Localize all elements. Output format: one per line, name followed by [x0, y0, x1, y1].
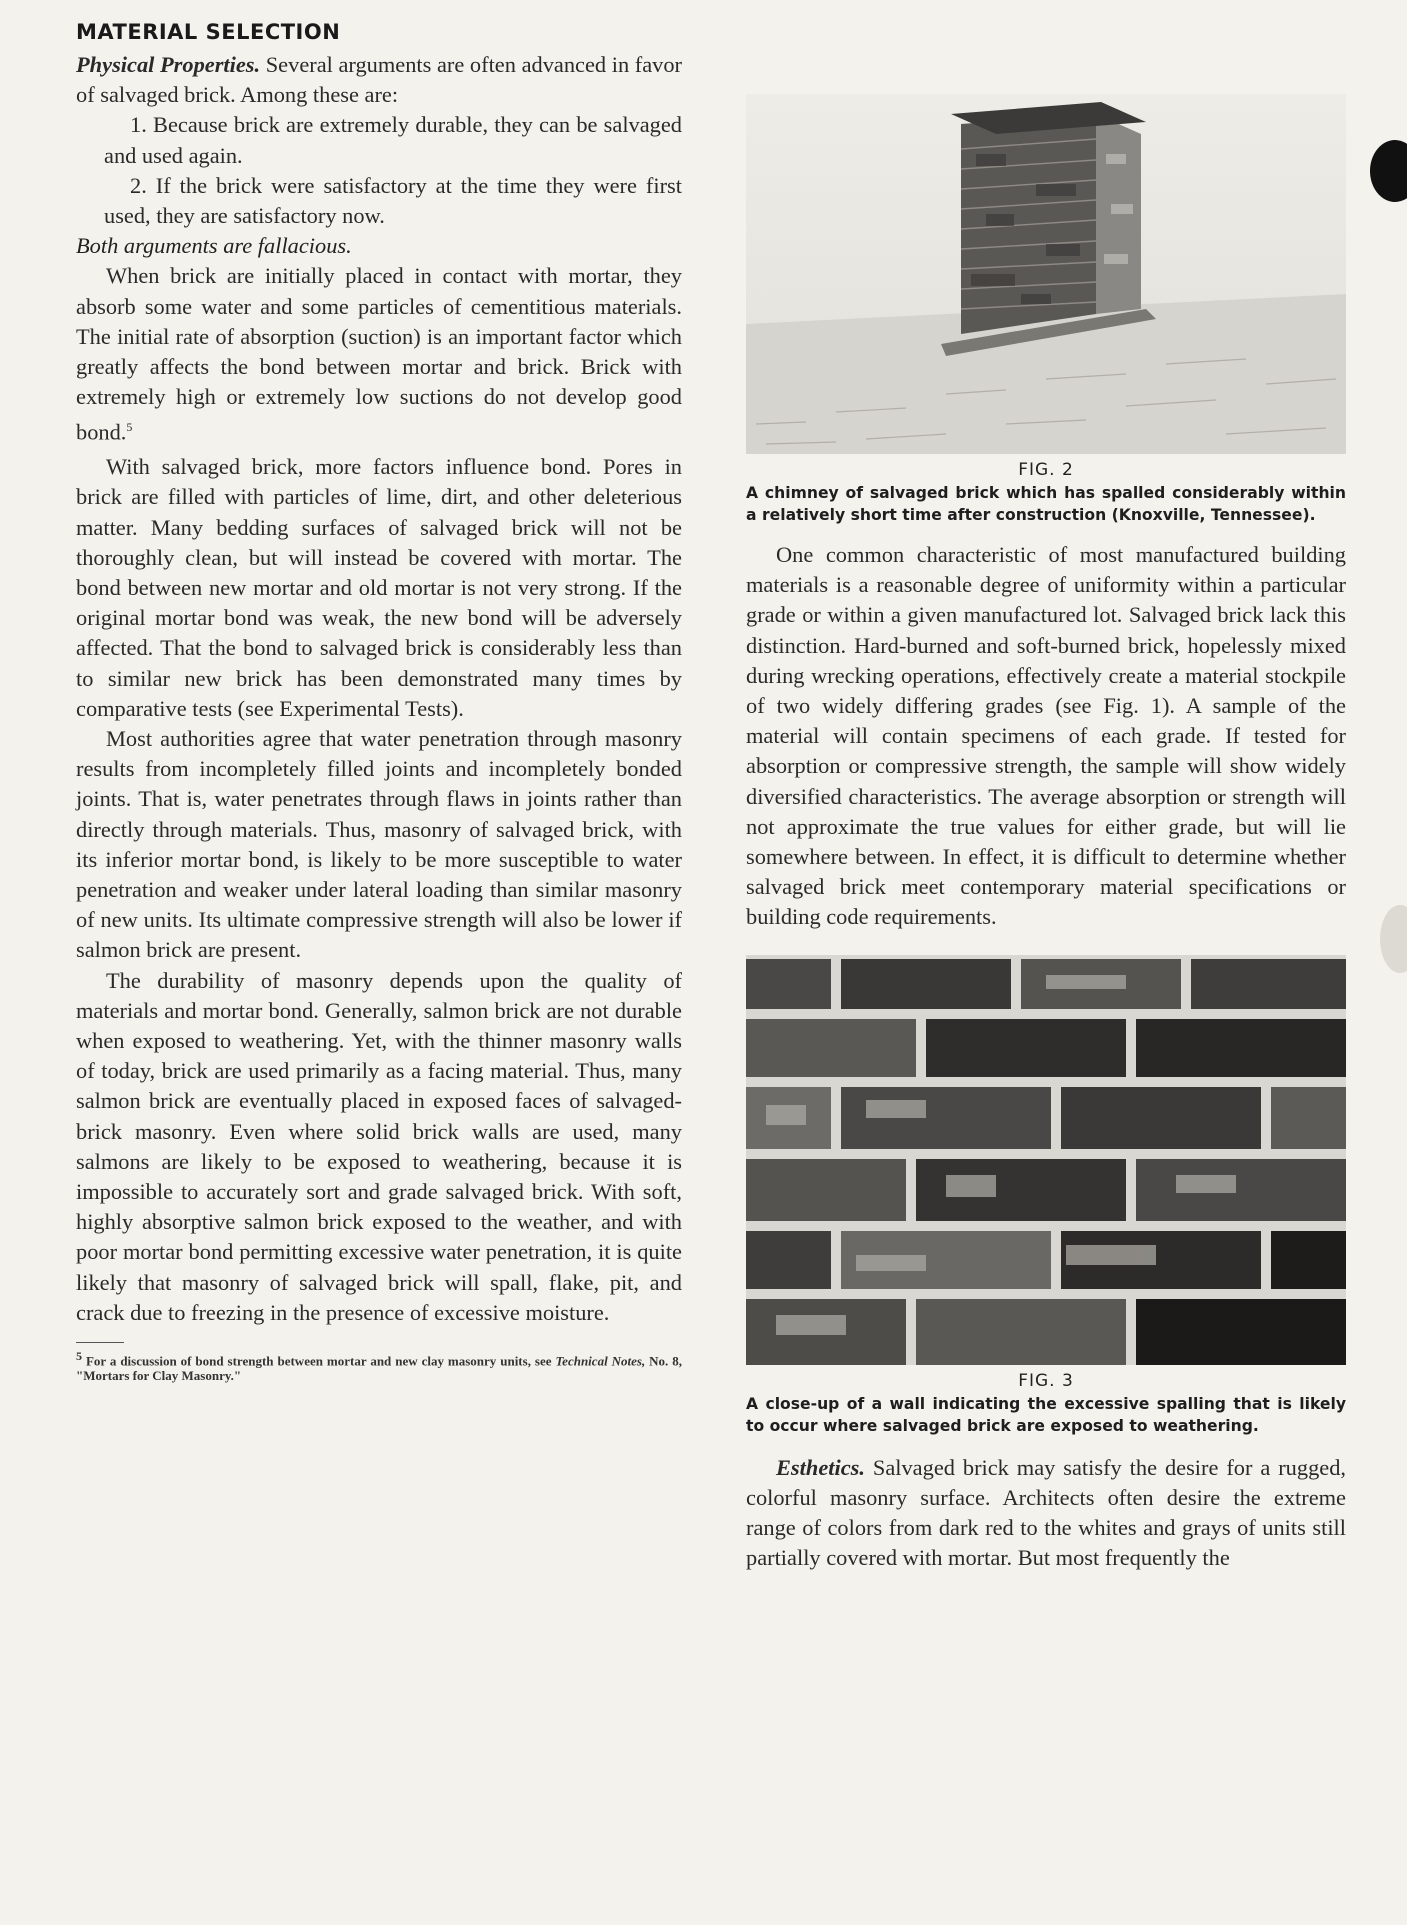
paragraph-uniformity: One common characteristic of most manufactured building materials is a reasonable degree of uniformity within a particular grade or within a given manufactured lot. Salvaged brick lack this distinction. Hard-burned and soft-burned brick, hopelessly mixed during wrecking operations, effectively create a material stockpile of two widely differing grades (see Fig. 1). A sample of the material will contain specimens of each grade. If tested for absorption or compressive strength, the sample will show widely diversified characteristics. The average absorption or strength will not approximate the true values for either grade, but will lie somewhere between. In effect, it is difficult to determine whether salvaged brick meet contemporary material specifications or building code requirements.: [746, 542, 1346, 930]
list-item: 2. If the brick were satisfactory at the time they were first used, they are satisfactory now.: [104, 172, 682, 229]
chimney-photo: [746, 94, 1346, 454]
paragraph-physical-properties: [76, 50, 682, 110]
figure-2: [746, 94, 1346, 526]
paragraph-absorption: [76, 261, 682, 448]
brick-wall-illustration: [746, 955, 1346, 1365]
figure-3-label: FIG. 3: [1018, 1370, 1074, 1391]
footnote-text: No. 8, "Mortars for Clay Masonry.": [76, 1353, 683, 1384]
brick-wall-photo: [746, 955, 1346, 1365]
paragraph-salvaged-bond: With salvaged brick, more factors influence bond. Pores in brick are filled with particles of lime, dirt, and other deleterious matter. Many bedding surfaces of salvaged brick will not be thoroughly clean, but will instead be covered with mortar. The bond between new mortar and old mortar is not very strong. If the original mortar bond was weak, the new bond will be adversely affected. That the bond to salvaged brick is considerably less than to similar new brick has been demonstrated many times by comparative tests (see Experimental Tests).: [76, 454, 682, 721]
section-title: MATERIAL SELECTION: [76, 20, 341, 44]
chimney-illustration: [746, 94, 1346, 454]
footnote-ref: 5: [126, 420, 133, 435]
footnote-text: For a discussion of bond strength between mortar and new clay masonry units, see: [82, 1353, 556, 1369]
paragraph-water-penetration: Most authorities agree that water penetration through masonry results from incompletely filled joints and incompletely bonded joints. That is, water penetrates through flaws in joints rather than directly through materials. Thus, masonry of salvaged brick, with its inferior mortar bond, is likely to be more susceptible to water penetration and weaker under lateral loading than similar masonry of new units. Its ultimate compressive strength will also be lower if salmon brick are present.: [76, 725, 682, 963]
run-in-heading-physical-properties: Physical Properties.: [76, 52, 261, 77]
paragraph-durability: The durability of masonry depends upon the quality of materials and mortar bond. Generally, salmon brick are not durable when exposed to weathering. Yet, with the thinner masonry walls of today, brick are used primarily as a facing material. Thus, many salmon brick are eventually placed in exposed faces of salvaged-brick masonry. Even where solid brick walls are used, many salmons are likely to be exposed to weathering, because it is impossible to accurately sort and grade salvaged brick. With soft, highly absorptive salmon brick exposed to the weather, and with poor mortar bond permitting excessive water penetration, it is quite likely that masonry of salvaged brick will spall, flake, pit, and crack due to freezing in the presence of excessive moisture.: [76, 967, 682, 1325]
footnote-mark: 5: [76, 1349, 82, 1363]
footnote-rule: [76, 1342, 124, 1343]
figure-2-label: FIG. 2: [1018, 460, 1074, 480]
footnote: [76, 1349, 682, 1383]
footnote-italic: Technical Notes,: [555, 1353, 646, 1369]
figure-3-caption: A close-up of a wall indicating the excessive spalling that is likely to occur where salvaged brick are exposed to weathering.: [746, 1394, 1346, 1435]
figure-3: [746, 955, 1346, 1437]
paragraph-esthetics: [746, 1453, 1346, 1574]
paragraph-text: Several arguments are often advanced in favor of salvaged brick. Among these are:: [76, 52, 683, 108]
figure-2-caption: A chimney of salvaged brick which has spalled considerably within a relatively short time after construction (Knoxville, Tennessee).: [746, 484, 1346, 524]
left-column: [76, 18, 682, 1383]
paragraph-text: When brick are initially placed in contact with mortar, they absorb some water and some particles of cementitious materials. The initial rate of absorption (suction) is an important factor which greatly affects the bond between mortar and brick. Brick with extremely high or extremely low suctions do not develop good bond.: [76, 263, 682, 445]
fallacious-line: Both arguments are fallacious.: [76, 233, 352, 259]
right-column: [746, 18, 1346, 1573]
run-in-heading-esthetics: Esthetics.: [776, 1454, 865, 1480]
page-smudge: [1380, 905, 1407, 973]
list-item: 1. Because brick are extremely durable, they can be salvaged and used again.: [104, 112, 682, 168]
paragraph-text: Salvaged brick may satisfy the desire for a rugged, colorful masonry surface. Architects often desire the extreme range of colors from dark red to the whites and grays of units still partially covered with mortar. But most frequently the: [746, 1454, 1346, 1571]
binder-hole: [1370, 140, 1407, 202]
